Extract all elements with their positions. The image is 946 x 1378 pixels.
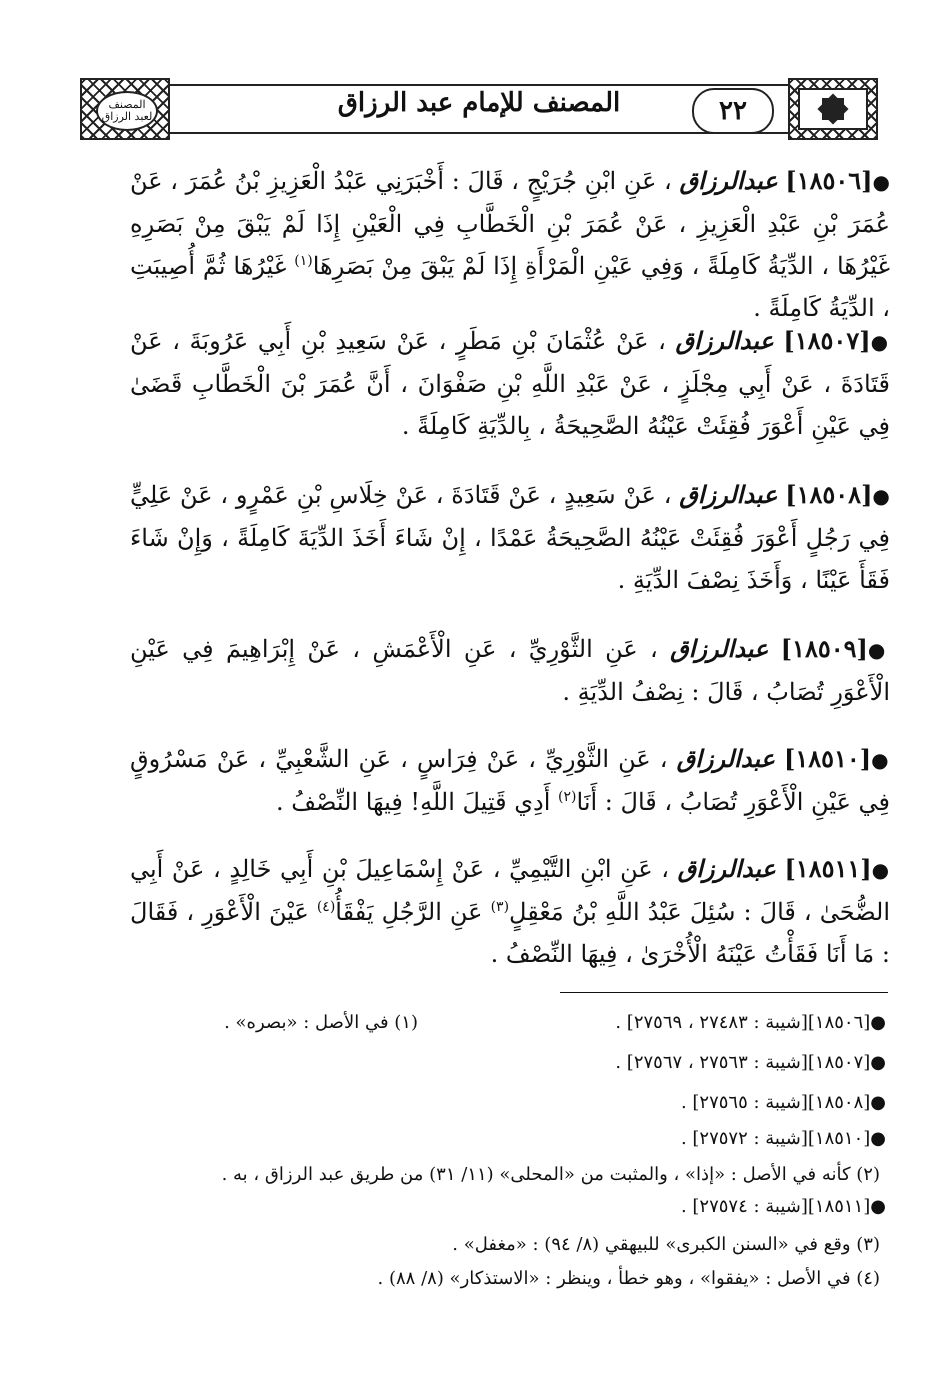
footnote-reference: ●[١٨٥٠٨][شيبة : ٢٧٥٦٥] . — [680, 1092, 886, 1113]
footnote-reference: ●[١٨٥٠٧][شيبة : ٢٧٥٦٣ ، ٢٧٥٦٧] . — [615, 1052, 886, 1073]
logo-text: المصنف لعبد الرزاق — [101, 98, 153, 123]
hadith-author: عبدالرزاق — [679, 480, 778, 509]
hadith-number: [١٨٥٠٦] — [785, 166, 873, 195]
header-band — [170, 78, 788, 140]
hadith-text: ، عَنْ سَعِيدٍ ، عَنْ قَتَادَةَ ، عَنْ خِلَاسِ بْنِ عَمْرٍو ، عَنْ عَلِيٍّ فِي رَجُلٍ أَعْوَرَ فُقِئَتْ عَيْنُهُ الصَّحِيحَةُ عَمْدًا ، إِنْ شَاءَ أَخَذَ الدِّيَةَ كَامِلَةً ، وَإِنْ شَاءَ فَقَأَ عَيْنًا ، وَأَخَذَ نِصْفَ الدِّيَةِ . — [130, 481, 890, 594]
page-number: ٢٢ — [692, 88, 774, 134]
bullet-icon: ● — [870, 330, 890, 354]
hadith-text: ، عَنْ عُثْمَانَ بْنِ مَطَرٍ ، عَنْ سَعِيدِ بْنِ أَبِي عَرُوبَةَ ، عَنْ قَتَادَةَ ، عَنْ أَبِي مِجْلَزٍ ، عَنْ عَبْدِ اللَّهِ بْنِ صَفْوَانَ ، أَنَّ عُمَرَ بْنَ الْخَطَّابِ قَضَىٰ فِي عَيْنِ أَعْوَرَ فُقِئَتْ عَيْنُهُ الصَّحِيحَةُ ، بِالدِّيَةِ كَامِلَةً . — [130, 327, 890, 440]
hadith-entry — [130, 160, 890, 329]
footnote-reference: ●[١٨٥١٠][شيبة : ٢٧٥٧٢] . — [680, 1128, 886, 1149]
hadith-number: [١٨٥٠٨] — [785, 480, 873, 509]
hadith-text-after: أَدِي قَتِيلَ اللَّهِ! فِيهَا النِّصْفُ . — [275, 788, 559, 816]
footnote-mark: (٣) — [490, 899, 510, 915]
hadith-entry — [130, 848, 890, 975]
footnote-mark: (٤) — [316, 899, 336, 915]
hadith-text: ، عَنِ ابْنِ جُرَيْجٍ ، قَالَ : أَخْبَرَنِي عَبْدُ الْعَزِيزِ بْنُ عُمَرَ ، عَنْ عُمَرَ بْنِ عَبْدِ الْعَزِيزِ ، عَنْ عُمَرَ بْنِ الْخَطَّابِ فِي الْعَيْنِ إِذَا لَمْ يَبْقَ مِنْ بَصَرِهِ غَيْرُهَا ، الدِّيَةُ كَامِلَةً ، وَفِي عَيْنِ الْمَرْأَةِ إِذَا لَمْ يَبْقَ مِنْ بَصَرِهَا — [130, 167, 891, 280]
hadith-author: عبدالرزاق — [677, 854, 776, 883]
hadith-number: [١٨٥٠٧] — [783, 326, 871, 355]
bullet-icon: ● — [871, 748, 891, 772]
running-title: المصنف للإمام عبد الرزاق — [337, 88, 621, 118]
hadith-entry — [130, 628, 890, 713]
footnote-reference: ●[١٨٥١١][شيبة : ٢٧٥٧٤] . — [680, 1196, 886, 1217]
hadith-entry — [130, 474, 890, 601]
hadith-text-after: غَيْرُهَا ثُمَّ أُصِيبَتِ ، الدِّيَةُ كَامِلَةً . — [130, 252, 890, 322]
bullet-icon: ● — [871, 858, 890, 882]
hadith-text: ، عَنِ الثَّوْرِيِّ ، عَنِ الْأَعْمَشِ ، عَنْ إِبْرَاهِيمَ فِي عَيْنِ الْأَعْوَرِ تُصَابُ ، قَالَ : نِصْفُ الدِّيَةِ . — [130, 635, 890, 706]
ornament-star-box — [798, 88, 868, 130]
page-header — [80, 78, 878, 140]
hadith-author: عبدالرزاق — [676, 744, 775, 773]
hadith-number: [١٨٥١٠] — [783, 744, 872, 773]
hadith-number: [١٨٥٠٩] — [780, 634, 868, 663]
footnote-note: (٢) كأنه في الأصل : «إذا» ، والمثبت من «المحلى» (١١/ ٣١) من طريق عبد الرزاق ، به . — [221, 1164, 880, 1185]
footnote-note: (٤) في الأصل : «يفقوا» ، وهو خطأ ، وينظر : «الاستذكار» (٨/ ٨٨) . — [377, 1268, 880, 1289]
hadith-author: عبدالرزاق — [675, 326, 774, 355]
hadith-entry — [130, 738, 890, 823]
hadith-entry — [130, 320, 890, 447]
header-ornament-right — [788, 78, 878, 140]
hadith-author: عبدالرزاق — [679, 166, 778, 195]
footnote-reference: ●[١٨٥٠٦][شيبة : ٢٧٤٨٣ ، ٢٧٥٦٩] . — [615, 1012, 886, 1033]
bullet-icon: ● — [867, 638, 890, 662]
hadith-number: [١٨٥١١] — [784, 854, 872, 883]
hadith-text: ، عَنِ ابْنِ التَّيْمِيِّ ، عَنْ إِسْمَاعِيلَ بْنِ أَبِي خَالِدٍ ، عَنْ أَبِي الضُّحَىٰ ، قَالَ : سُئِلَ عَبْدُ اللَّهِ بْنُ مَعْقِلٍ — [130, 855, 890, 926]
footnote-note: (١) في الأصل : «بصره» . — [224, 1012, 418, 1033]
hadith-text-after: عَيْنَ الْأَعْوَرِ ، فَقَالَ : مَا أَنَا فَقَأْتُ عَيْنَهُ الْأُخْرَىٰ ، فِيهَا النِّصْفُ . — [130, 898, 890, 968]
book-logo — [96, 91, 158, 131]
bullet-icon: ● — [872, 484, 890, 508]
bullet-icon: ● — [872, 170, 890, 194]
footnote-note: (٣) وقع في «السنن الكبرى» للبيهقي (٨/ ٩٤) : «مغفل» . — [452, 1234, 880, 1255]
hadith-author: عبدالرزاق — [670, 634, 769, 663]
footnote-mark: (١) — [294, 253, 313, 269]
hadith-text-mid: عَنِ الرَّجُلِ يَفْقَأُ — [335, 898, 491, 926]
hadith-text: ، عَنِ الثَّوْرِيِّ ، عَنْ فِرَاسٍ ، عَنِ الشَّعْبِيِّ ، عَنْ مَسْرُوقٍ فِي عَيْنِ الْأَعْوَرِ تُصَابُ ، قَالَ : أَنَا — [130, 745, 890, 816]
star-ornament-icon — [822, 98, 844, 120]
header-ornament-left — [80, 78, 170, 140]
footnote-mark: (٢) — [558, 789, 577, 805]
footnote-separator — [560, 992, 888, 993]
